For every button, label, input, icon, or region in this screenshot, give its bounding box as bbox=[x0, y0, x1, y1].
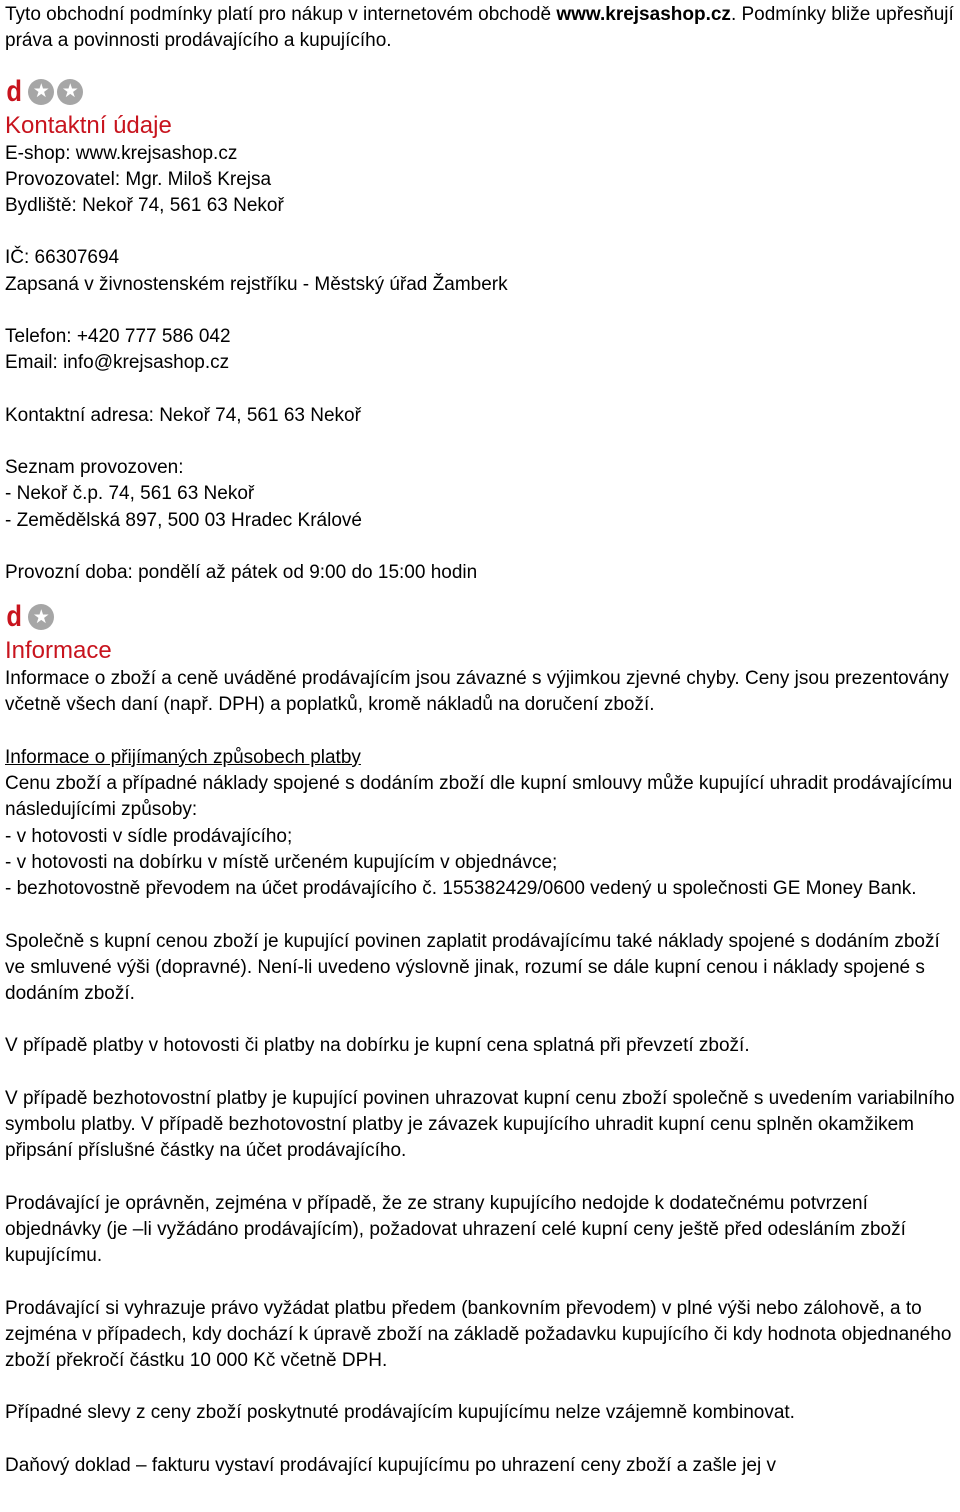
contact-title: Kontaktní údaje bbox=[5, 111, 172, 139]
info-paragraph: Případné slevy z ceny zboží poskytnuté prodávajícím kupujícímu nelze vzájemně kombinovat. bbox=[5, 1402, 795, 1424]
info-paragraph: Společně s kupní cenou zboží je kupující povinen zaplatit prodávajícímu také náklady spojené s dodáním zboží ve smluvené výši (dopravné). Není-li uvedeno výslovně jinak, rozumí se dále kupní cenou i náklady spojené s dodáním zboží. bbox=[5, 930, 940, 1005]
contact-email: Email: info@krejsashop.cz bbox=[5, 352, 230, 374]
contact-branch: - Nekoř č.p. 74, 561 63 Nekoř bbox=[5, 483, 255, 505]
star-icon: ★ bbox=[28, 79, 54, 105]
contact-branches-label: Seznam provozoven: bbox=[5, 456, 184, 478]
contact-address: Kontaktní adresa: Nekoř 74, 561 63 Nekoř bbox=[5, 404, 361, 426]
intro-site-link[interactable]: www.krejsashop.cz bbox=[556, 4, 731, 25]
intro-paragraph bbox=[5, 2, 955, 55]
payment-method: - v hotovosti v sídle prodávajícího; bbox=[5, 825, 293, 847]
intro-text-end: . Podmínky bliže upřesňují práva a povinnosti prodávajícího a kupujícího. bbox=[5, 4, 954, 52]
info-paragraph: Prodávající si vyhrazuje právo vyžádat platbu předem (bankovním převodem) v plné výši nebo zálohově, a to zejména v případech, kdy dochází k úpravě zboží na základě požadavku kupujícího či kdy hodnota objednaného zboží překročí částku 10 000 Kč včetně DPH. bbox=[5, 1297, 952, 1372]
star-icon: ★ bbox=[57, 79, 83, 105]
contact-phone: Telefon: +420 777 586 042 bbox=[5, 326, 231, 348]
info-title: Informace bbox=[5, 637, 112, 665]
info-paragraph: Prodávající je oprávněn, zejména v případě, že ze strany kupujícího nedojde k dodatečnému potvrzení objednávky (je –li vyžádáno prodávajícím), požadovat uhrazení celé kupní ceny ještě před odesláním zboží kupujícímu. bbox=[5, 1192, 906, 1267]
contact-logo bbox=[5, 75, 955, 109]
info-logo bbox=[5, 600, 955, 634]
logo-d-icon: d bbox=[6, 74, 22, 108]
payments-intro: Cenu zboží a případné náklady spojené s dodáním zboží dle kupní smlouvy může kupující uhradit prodávajícímu následujícími způsoby: bbox=[5, 773, 953, 821]
contact-hours: Provozní doba: pondělí až pátek od 9:00 do 15:00 hodin bbox=[5, 561, 478, 583]
info-paragraph: V případě platby v hotovosti či platby na dobírku je kupní cena splatná při převzetí zboží. bbox=[5, 1035, 750, 1057]
payment-method: - bezhotovostně převodem na účet prodávajícího č. 155382429/0600 vedený u společnosti GE Money Bank. bbox=[5, 878, 917, 900]
info-paragraph: Informace o zboží a ceně uváděné prodávajícím jsou závazné s výjimkou zjevné chyby. Ceny jsou prezentovány včetně všech daní (např. DPH) a poplatků, kromě nákladů na doručení zboží. bbox=[5, 668, 949, 716]
contact-operator: Provozovatel: Mgr. Miloš Krejsa bbox=[5, 168, 272, 190]
star-icon: ★ bbox=[28, 604, 54, 630]
logo-d-icon: d bbox=[6, 600, 22, 634]
contact-eshop: E-shop: www.krejsashop.cz bbox=[5, 142, 238, 164]
intro-text: Tyto obchodní podmínky platí pro nákup v internetovém obchodě bbox=[5, 4, 557, 25]
contact-branch: - Zemědělská 897, 500 03 Hradec Králové bbox=[5, 509, 362, 531]
contact-ic: IČ: 66307694 bbox=[5, 247, 120, 269]
info-paragraph: V případě bezhotovostní platby je kupující povinen uhrazovat kupní cenu zboží společně s uvedením variabilního symbolu platby. V případě bezhotovostní platby je závazek kupujícího uhradit kupní cenu splněn okamžikem připsání příslušné částky na účet prodávajícího. bbox=[5, 1087, 955, 1162]
contact-registry: Zapsaná v živnostenském rejstříku - Městský úřad Žamberk bbox=[5, 273, 508, 295]
payments-heading: Informace o přijímaných způsobech platby bbox=[5, 746, 361, 768]
info-paragraph: Daňový doklad – fakturu vystaví prodávající kupujícímu po uhrazení ceny zboží a zašle jej v bbox=[5, 1454, 776, 1476]
contact-residence: Bydliště: Nekoř 74, 561 63 Nekoř bbox=[5, 195, 284, 217]
payment-method: - v hotovosti na dobírku v místě určeném kupujícím v objednávce; bbox=[5, 851, 558, 873]
